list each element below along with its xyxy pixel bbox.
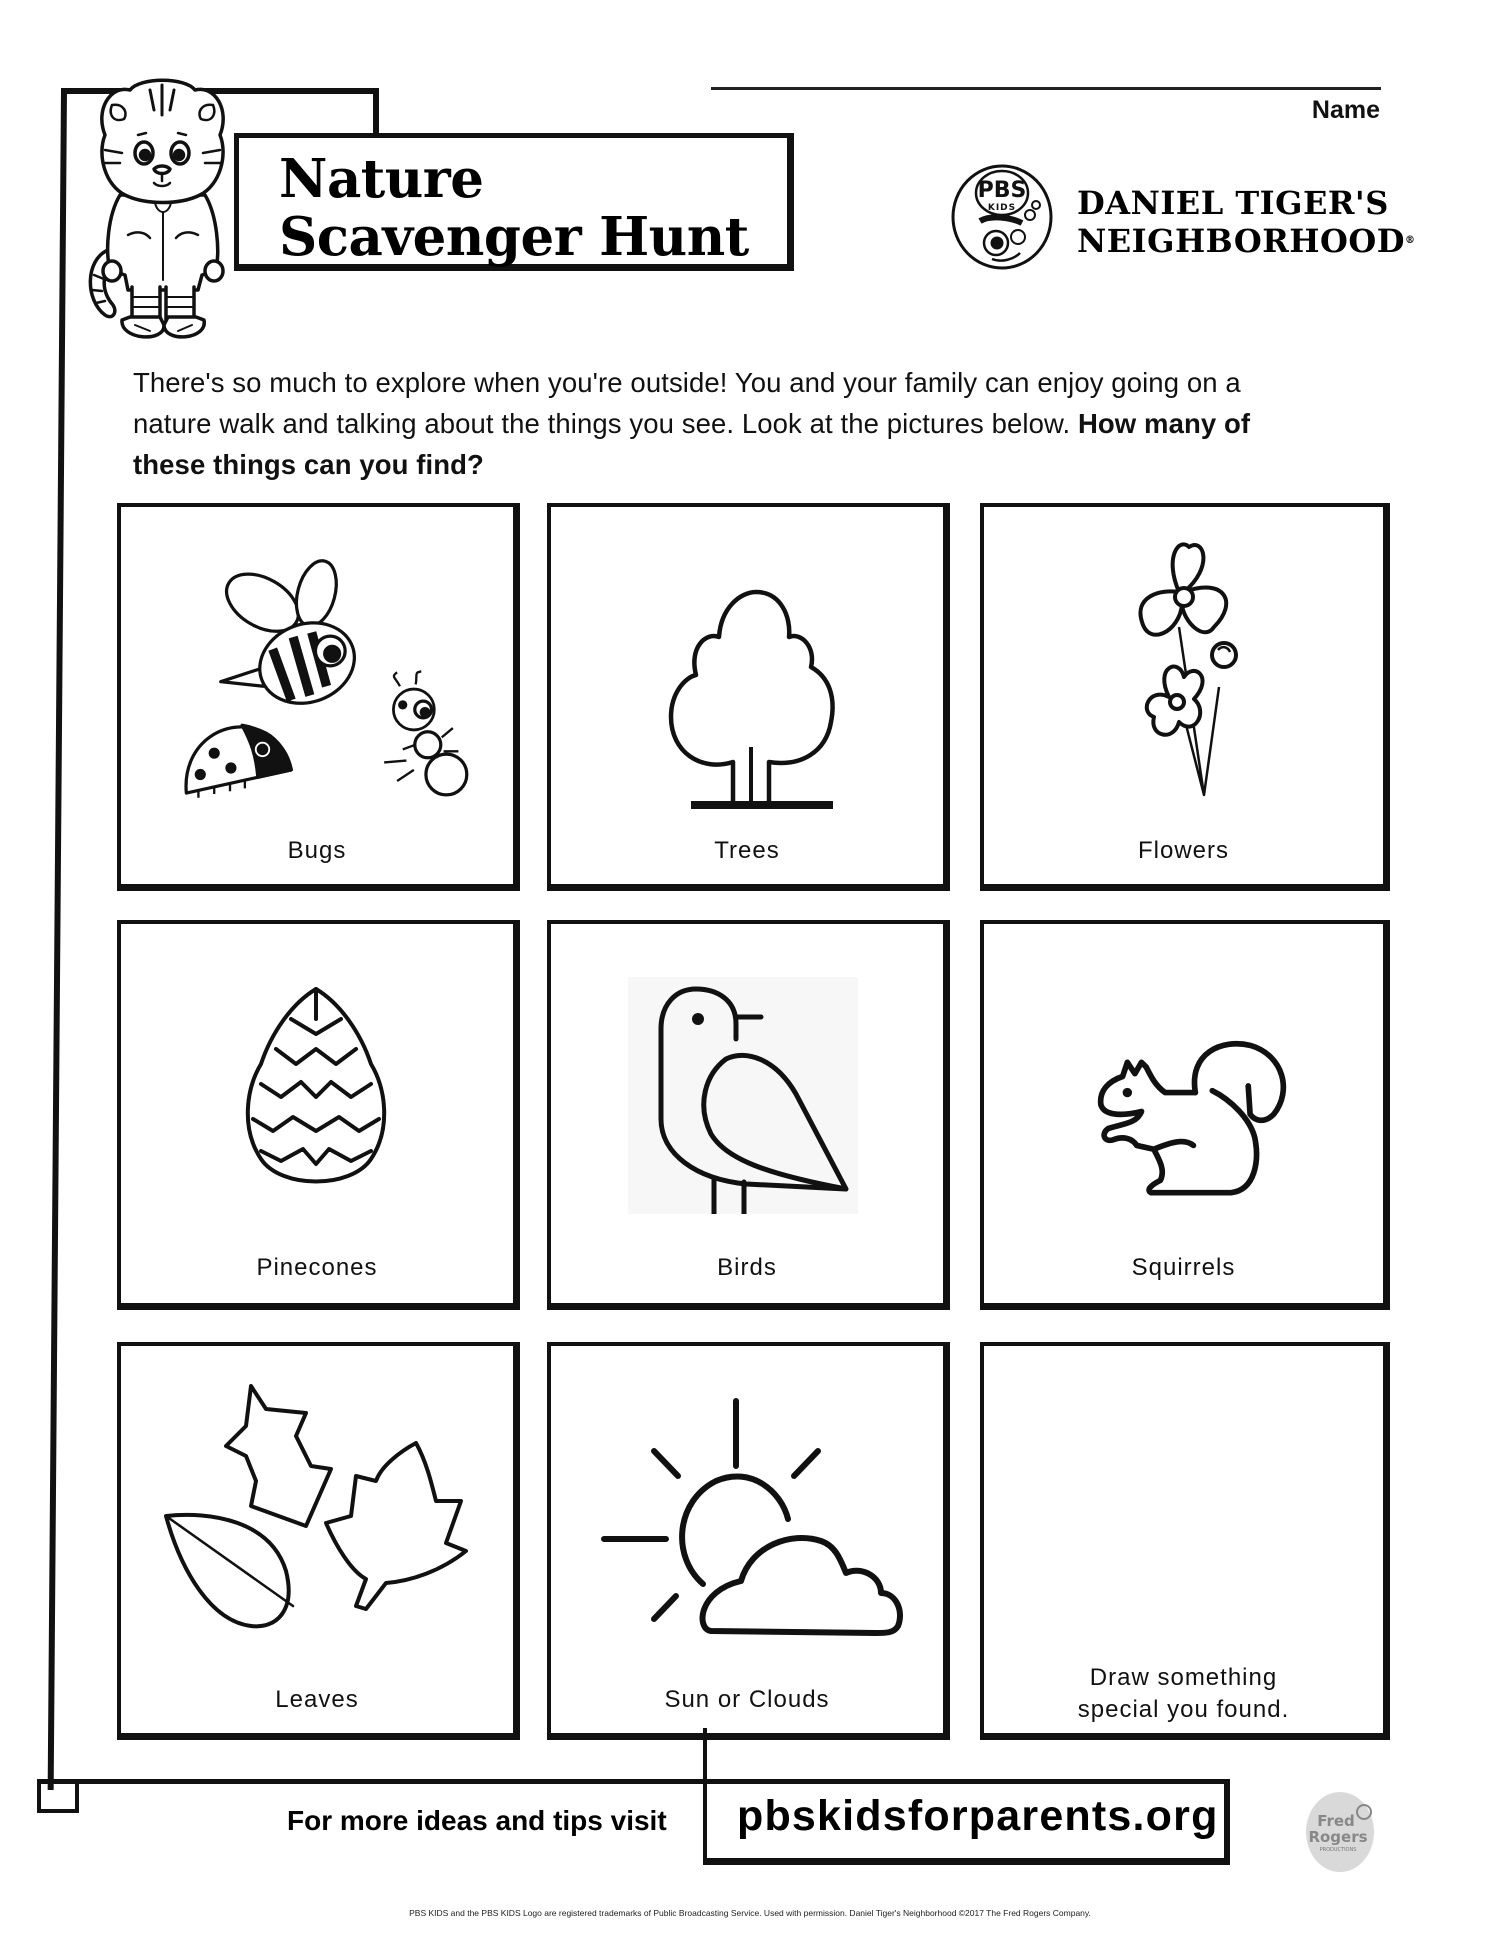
title-box [234, 133, 794, 271]
tree-icon [651, 577, 851, 827]
footer-url-link[interactable]: pbskidsforparents.org [737, 1792, 1219, 1840]
card-label: Squirrels [1131, 1254, 1236, 1281]
brand-line-2: NEIGHBORHOOD® [1077, 222, 1416, 260]
intro-emphasis: How many of these things can you find? [133, 408, 1251, 480]
name-label: Name [1311, 96, 1380, 124]
fred-logo-line-2: Rogers [1308, 1828, 1368, 1846]
card-sun-or-clouds[interactable] [547, 1342, 950, 1740]
card-squirrels[interactable] [980, 920, 1390, 1310]
name-input-line[interactable] [711, 87, 1381, 90]
card-pinecones[interactable] [117, 920, 520, 1310]
pbs-kids-logo-icon [950, 163, 1060, 271]
show-brand-wordmark [1077, 184, 1416, 260]
card-birds[interactable] [547, 920, 950, 1310]
card-label: Sun or Clouds [664, 1686, 830, 1713]
frame-left-line [48, 90, 67, 1790]
fred-logo-line-1: Fred [1317, 1812, 1355, 1830]
intro-paragraph [133, 362, 1323, 485]
card-flowers[interactable] [980, 503, 1390, 891]
draw-prompt-line-1: Draw something [1089, 1664, 1278, 1691]
card-label: Pinecones [256, 1254, 378, 1281]
brand-line-1: DANIEL TIGER'S [1077, 184, 1389, 222]
svg-text:PBS: PBS [977, 178, 1027, 203]
fred-logo-line-3: PRODUCTIONS [1319, 1847, 1357, 1853]
card-bugs[interactable] [117, 503, 520, 891]
card-label [984, 1662, 1383, 1726]
footer-connector-line [703, 1728, 707, 1784]
daniel-tiger-icon [80, 75, 245, 350]
footer-url-box[interactable] [703, 1779, 1230, 1865]
card-label: Bugs [287, 837, 347, 864]
card-leaves[interactable] [117, 1342, 520, 1740]
pinecone-icon [231, 979, 401, 1199]
flowers-icon [1124, 537, 1274, 807]
footer-prompt: For more ideas and tips visit [287, 1805, 667, 1836]
card-label: Trees [714, 837, 780, 864]
intro-text: There's so much to explore when you're outside! You and your family can enjoy going on a nature walk and talking about the things you see. Look at the pictures below. [133, 367, 1241, 439]
bugs-icon [161, 547, 481, 807]
card-draw-something[interactable] [980, 1342, 1390, 1740]
draw-prompt-line-2: special you found. [1077, 1696, 1290, 1723]
bird-icon [636, 979, 866, 1214]
svg-text:KIDS: KIDS [987, 203, 1017, 213]
sun-cloud-icon [576, 1371, 926, 1661]
title-line-2: Scavenger Hunt [279, 206, 749, 268]
title-line-1: Nature [279, 148, 484, 210]
card-label: Flowers [1137, 837, 1229, 864]
card-trees[interactable] [547, 503, 950, 891]
leaves-icon [151, 1371, 491, 1641]
squirrel-icon [1069, 1034, 1299, 1204]
legal-notice: PBS KIDS and the PBS KIDS Logo are registered trademarks of Public Broadcasting Service. Used with permission. Daniel Tiger's Neighborhood ©2017 The Fred Rogers Company. [409, 1908, 1091, 1918]
fred-rogers-logo-icon [1300, 1790, 1382, 1872]
page-title [279, 150, 749, 266]
card-label: Leaves [275, 1686, 359, 1713]
footer-corner-square [37, 1779, 79, 1813]
card-label: Birds [717, 1254, 777, 1281]
frame-top-connector [373, 88, 379, 136]
